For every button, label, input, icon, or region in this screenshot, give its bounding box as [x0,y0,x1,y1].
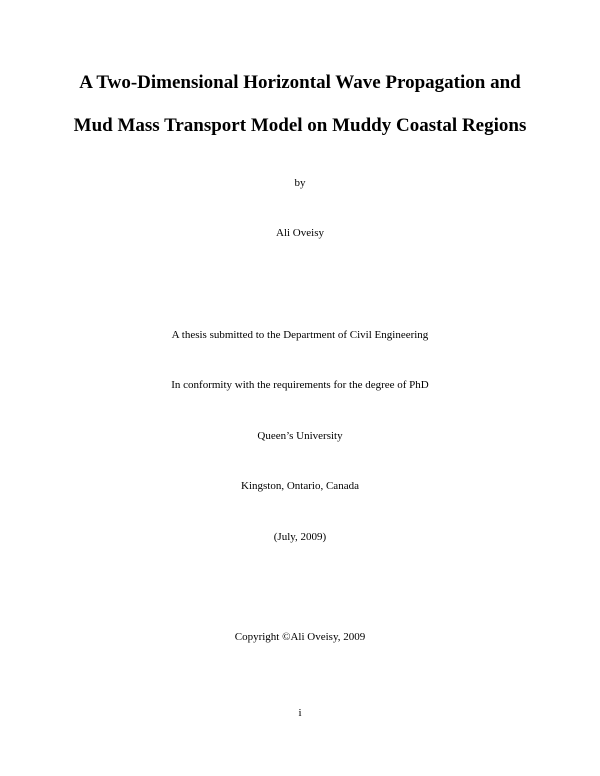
submission-date: (July, 2009) [273,531,327,543]
by-text: by [294,177,306,189]
copyright-notice: Copyright ©Ali Oveisy, 2009 [234,631,366,643]
degree-statement: In conformity with the requirements for the degree of PhD [171,379,429,391]
page-number: i [298,707,302,719]
thesis-title-line-1: A Two-Dimensional Horizontal Wave Propagation and [79,72,521,93]
university-name: Queen’s University [257,430,343,442]
thesis-title-line-2: Mud Mass Transport Model on Muddy Coastal Regions [73,115,527,136]
author-name: Ali Oveisy [276,227,324,239]
submission-statement: A thesis submitted to the Department of Civil Engineering [171,329,429,341]
location: Kingston, Ontario, Canada [241,480,359,492]
